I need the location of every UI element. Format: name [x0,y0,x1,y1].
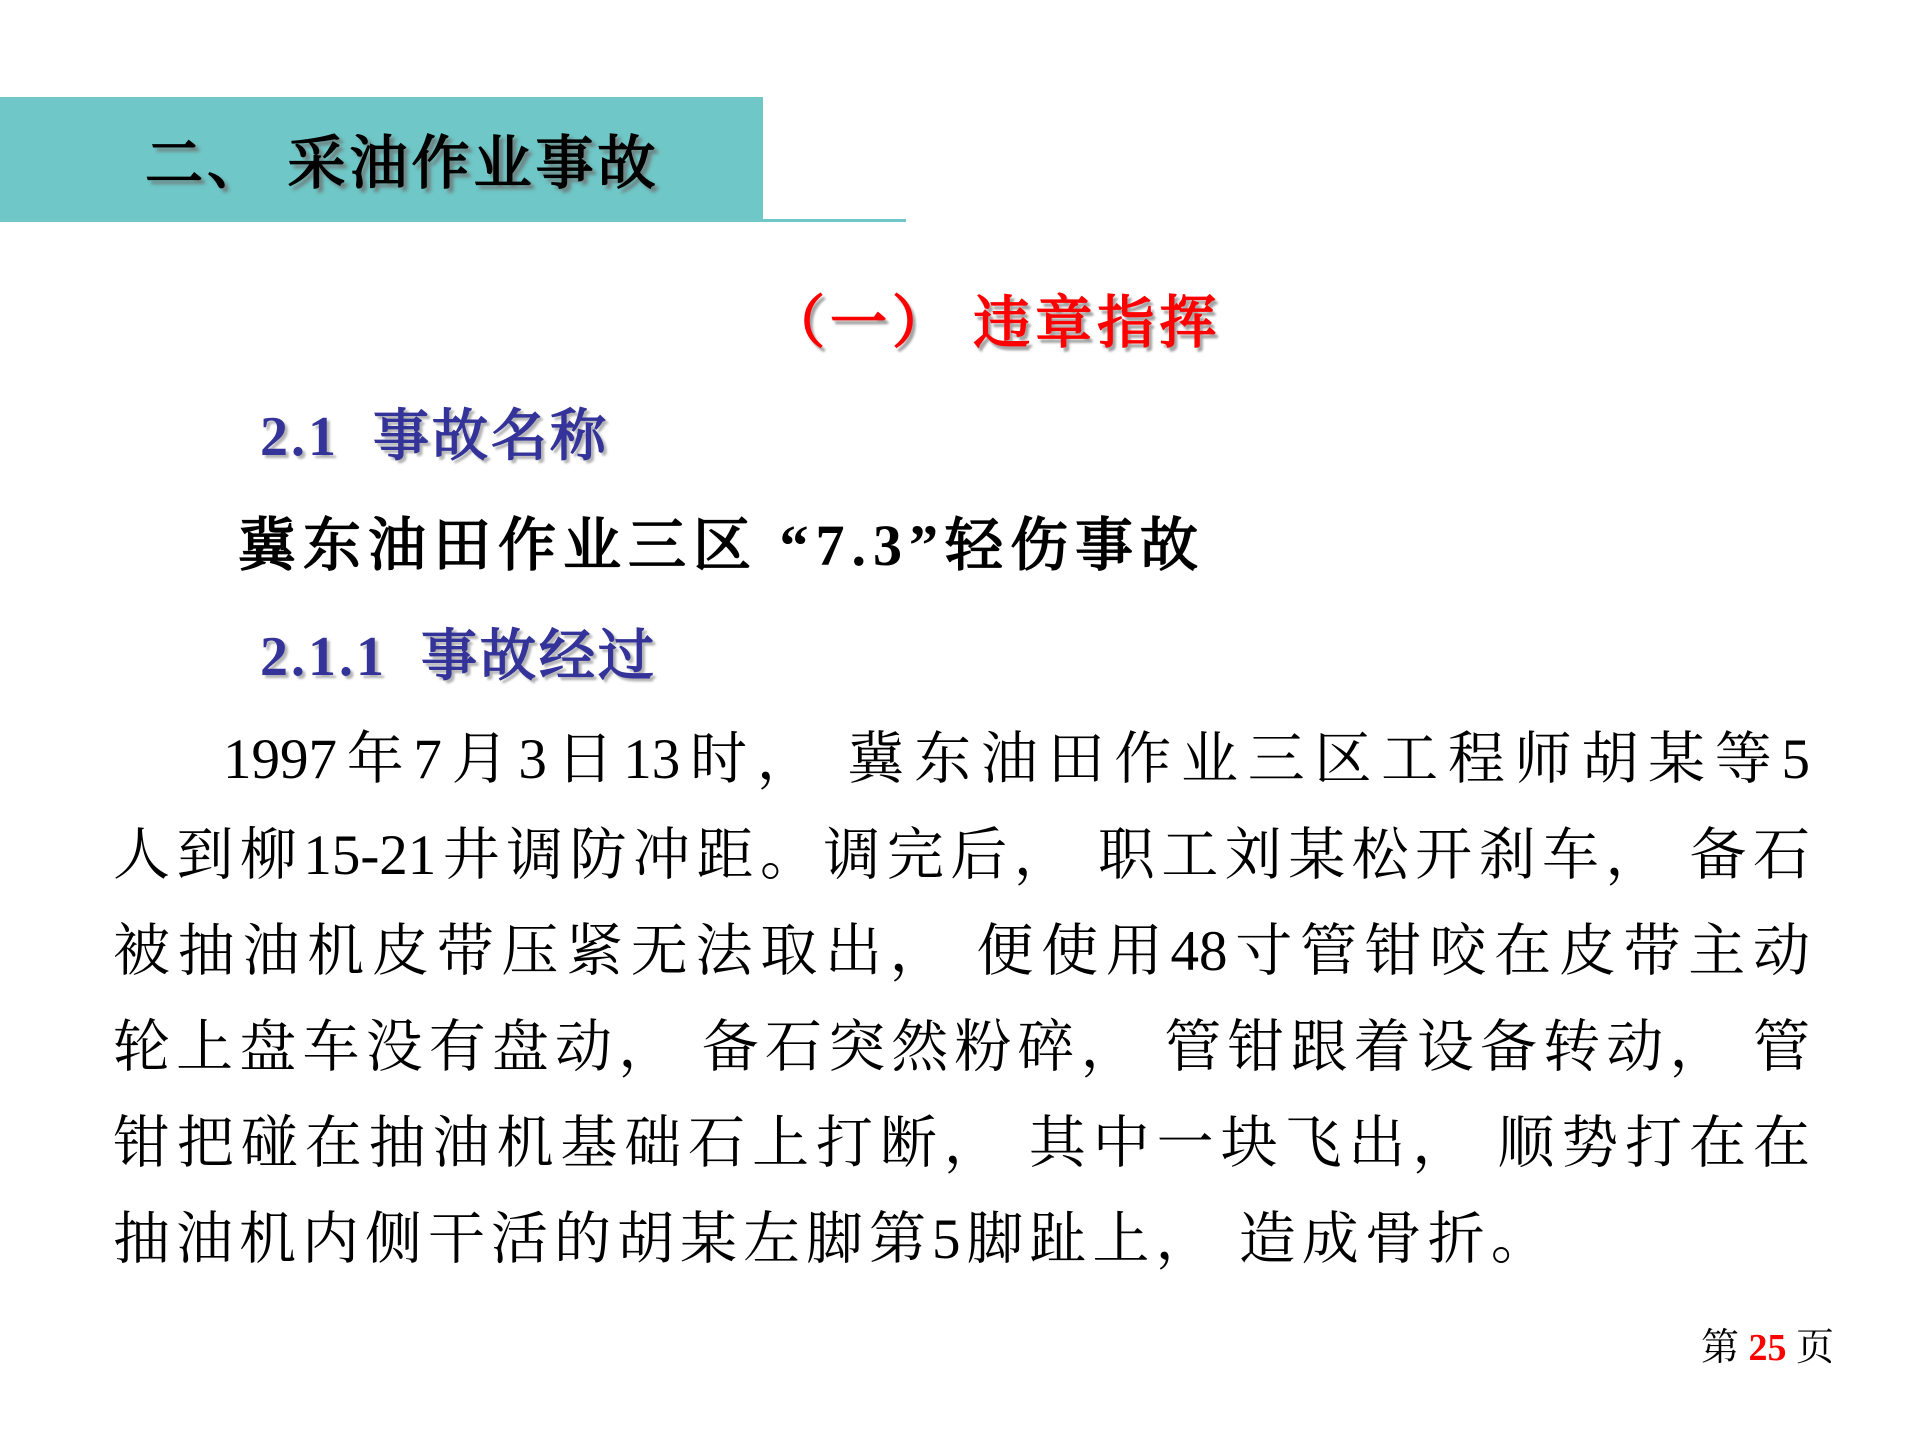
body-line: 轮上盘车没有盘动， 备石突然粉碎， 管钳跟着设备转动， 管 [113,1016,1810,1079]
banner-tail-line [0,219,906,222]
accident-name: 冀东油田作业三区 “7.3”轻伤事故 [238,513,1206,578]
heading-2-1-1: 2.1.1 事故经过 [260,626,657,688]
section-heading: （一） 违章指挥 [768,292,1222,355]
page-footer-prefix: 第 [1700,1327,1749,1369]
banner-title: 二、 采油作业事故 [145,131,660,196]
body-line: 抽油机内侧干活的胡某左脚第5脚趾上， 造成骨折。 [113,1208,1554,1271]
body-line: 被抽油机皮带压紧无法取出， 便使用48寸管钳咬在皮带主动 [113,920,1810,983]
body-line: 钳把碰在抽油机基础石上打断， 其中一块飞出， 顺势打在在 [113,1112,1810,1175]
page-number: 25 [1748,1327,1787,1369]
body-line: 1997年7月3日13时， 冀东油田作业三区工程师胡某等5 [223,728,1810,791]
body-paragraph [113,712,1810,1288]
heading-2-1: 2.1 事故名称 [260,406,609,468]
page-footer-suffix: 页 [1786,1327,1834,1369]
page-footer [1701,1316,1834,1371]
body-line: 人到柳15-21井调防冲距。调完后， 职工刘某松开刹车， 备石 [113,824,1810,887]
title-banner [0,97,763,219]
